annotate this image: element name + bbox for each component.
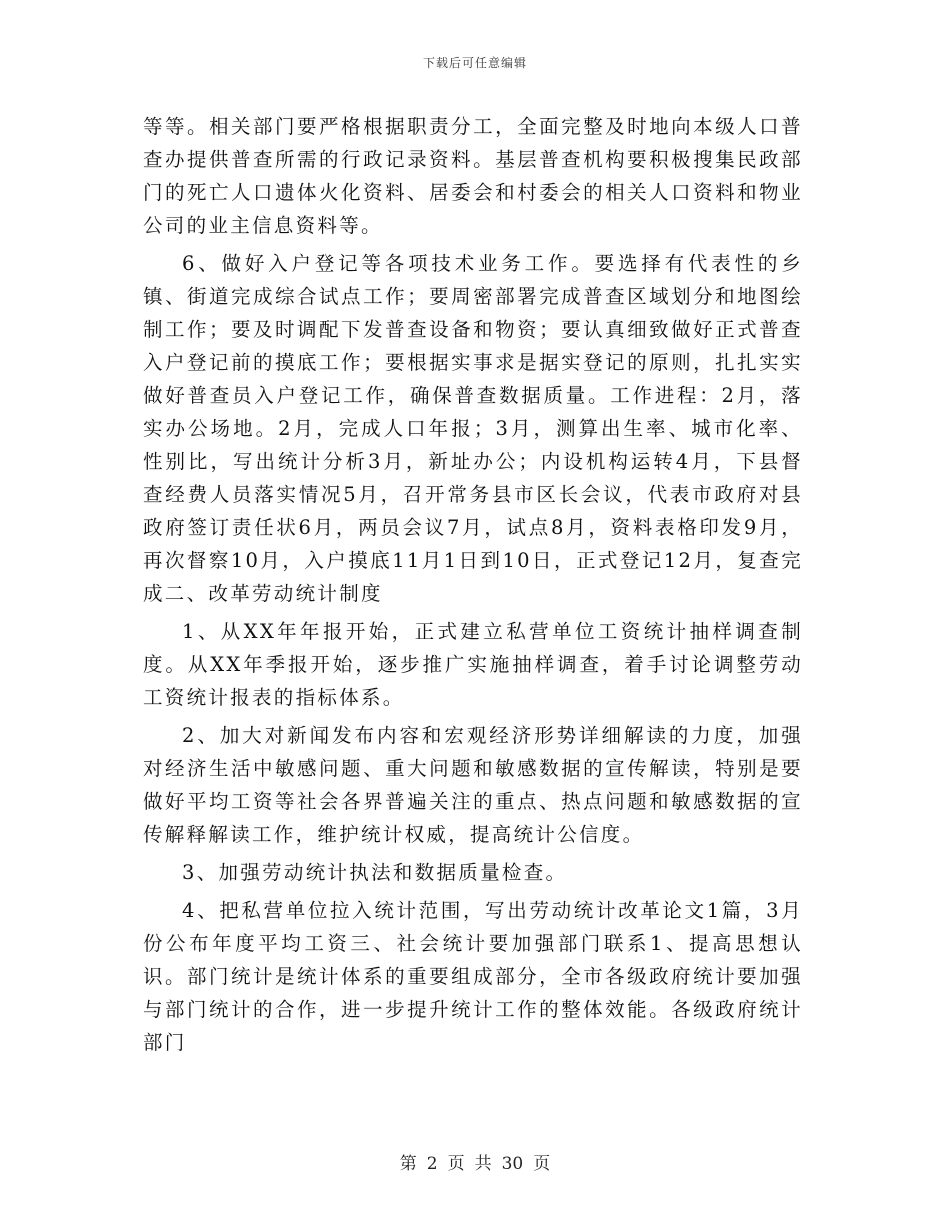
paragraph-3: 1、从XX年年报开始，正式建立私营单位工资统计抽样调查制度。从XX年季报开始，逐步推广实施抽样调查，着手讨论调整劳动工资统计报表的指标体系。 — [143, 620, 803, 709]
paragraph-4: 2、加大对新闻发布内容和宏观经济形势详细解读的力度，加强对经济生活中敏感问题、重大问题和敏感数据的宣传解读，特别是要做好平均工资等社会各界普遍关注的重点、热点问题和敏感数据的宣传解释解读工作，维护统计权威，提高统计公信度。 — [143, 724, 803, 846]
paragraph-2: 6、做好入户登记等各项技术业务工作。要选择有代表性的乡镇、街道完成综合试点工作；要周密部署完成普查区域划分和地图绘制工作；要及时调配下发普查设备和物资；要认真细致做好正式普查入户登记前的摸底工作；要根据实事求是据实登记的原则，扎扎实实做好普查员入户登记工作，确保普查数据质量。工作进程：2月，落实办公场地。2月，完成人口年报；3月，测算出生率、城市化率、性别比，写出统计分析3月，新址办公；内设机构运转4月，下县督查经费人员落实情况5月，召开常务县市区长会议，代表市政府对县政府签订责任状6月，两员会议7月，试点8月，资料表格印发9月，再次督察10月，入户摸底11月1日到10日，正式登记12月，复查完成二、改革劳动统计制度 — [143, 252, 803, 605]
footer-suffix: 页 — [533, 1154, 551, 1174]
page-footer — [0, 1154, 950, 1174]
footer-prefix: 第 — [399, 1154, 417, 1174]
footer-total-pages: 30 — [501, 1154, 524, 1174]
footer-current-page: 2 — [426, 1154, 438, 1174]
document-body — [143, 110, 803, 1059]
paragraph-1: 等等。相关部门要严格根据职责分工，全面完整及时地向本级人口普查办提供普查所需的行政记录资料。基层普查机构要积极搜集民政部门的死亡人口遗体火化资料、居委会和村委会的相关人口资料和物业公司的业主信息资料等。 — [143, 115, 803, 237]
page-header-note: 下载后可任意编辑 — [422, 56, 527, 70]
footer-total-word: 共 — [474, 1154, 492, 1174]
paragraph-6: 4、把私营单位拉入统计范围，写出劳动统计改革论文1篇，3月份公布年度平均工资三、社会统计要加强部门联系1、提高思想认识。部门统计是统计体系的重要组成部分，全市各级政府统计要加强与部门统计的合作，进一步提升统计工作的整体效能。各级政府统计部门 — [143, 899, 803, 1054]
footer-page-word: 页 — [447, 1154, 465, 1174]
paragraph-5: 3、加强劳动统计执法和数据质量检查。 — [182, 861, 568, 884]
